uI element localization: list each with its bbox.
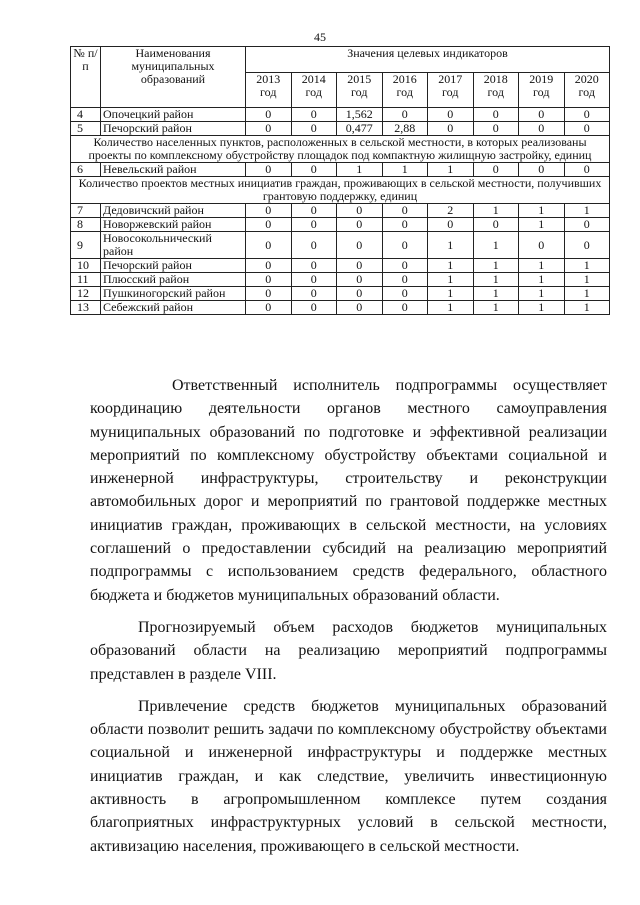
indicator-value: 0 [246,301,292,315]
page-number: 45 [314,30,326,44]
indicator-value: 1 [519,204,565,218]
row-number: 13 [71,301,101,315]
table-row [71,301,610,315]
indicator-value: 1 [519,273,565,287]
table-row [71,273,610,287]
table-row [71,204,610,218]
header-number: № п/п [71,47,101,108]
table-row [71,287,610,301]
municipality-name: Пушкиногорский район [101,287,246,301]
indicator-value: 0 [519,108,565,122]
indicator-value: 0 [291,218,337,232]
indicator-value: 1 [519,287,565,301]
indicator-value: 0 [291,163,337,177]
indicator-value: 0 [337,204,383,218]
indicator-value: 1 [428,232,474,259]
indicator-value: 0 [473,163,519,177]
indicator-value: 1 [473,259,519,273]
indicator-value: 1 [473,204,519,218]
municipality-name: Плюсский район [101,273,246,287]
header-year: 2015 год [337,72,383,107]
indicator-value: 0 [519,232,565,259]
indicator-value: 1 [473,287,519,301]
indicator-value: 0 [246,108,292,122]
table-row [71,232,610,259]
indicator-value: 1,562 [337,108,383,122]
municipality-name: Новоржевский район [101,218,246,232]
row-number: 5 [71,122,101,136]
indicator-value: 1 [428,259,474,273]
indicator-value: 0 [246,273,292,287]
header-year: 2013 год [246,72,292,107]
row-number: 12 [71,287,101,301]
indicator-value: 0 [564,218,610,232]
section-heading-grant-projects: Количество проектов местных инициатив граждан, проживающих в сельской местности, получивших грантовую поддержку, единиц [71,177,610,204]
indicator-value: 0 [428,108,474,122]
indicator-value: 0 [337,232,383,259]
indicator-value: 0 [473,218,519,232]
indicator-value: 0 [291,122,337,136]
indicator-value: 0 [291,287,337,301]
indicator-value: 0 [564,232,610,259]
indicator-value: 1 [519,259,565,273]
indicator-value: 0 [337,301,383,315]
indicator-value: 1 [382,163,428,177]
indicator-value: 0 [246,204,292,218]
row-number: 9 [71,232,101,259]
indicator-value: 0 [382,108,428,122]
indicator-value: 0 [382,204,428,218]
table-row [71,163,610,177]
municipality-name: Новосокольнический район [101,232,246,259]
indicator-value: 2 [428,204,474,218]
indicator-value: 0 [337,259,383,273]
header-year: 2019 год [519,72,565,107]
indicator-value: 0 [246,287,292,301]
indicator-value: 0 [291,108,337,122]
section-row [71,136,610,163]
header-indicator-values: Значения целевых индикаторов [246,47,610,73]
indicator-value: 0 [246,232,292,259]
row-number: 4 [71,108,101,122]
indicator-value: 2,88 [382,122,428,136]
indicator-value: 0 [382,218,428,232]
indicator-value: 0 [564,163,610,177]
indicator-value: 1 [428,287,474,301]
indicator-value: 0 [382,259,428,273]
indicator-value: 0 [473,122,519,136]
indicator-value: 0 [337,273,383,287]
paragraph-attraction: Привлечение средств бюджетов муниципальных образований области позволит решить задачи по комплексному обустройству объектами социальной и инженерной инфраструктуры и поддержке местных инициатив граждан, и как следствие, увеличить инвестиционную активность в агропромышленном комплексе путем создания благоприятных инфраструктурных условий в сельской местности, активизацию населения, проживающего в сельской местности. [90,697,607,855]
table-row [71,122,610,136]
row-number: 6 [71,163,101,177]
indicator-value: 0,477 [337,122,383,136]
paragraph-coordination: Ответственный исполнитель подпрограммы осуществляет координацию деятельности органов местного самоуправления муниципальных образований по подготовке и эффективной реализации мероприятий по комплексному обустройству объектами социальной и инженерной инфраструктуры, строительству и реконструкции автомобильных дорог и мероприятий по грантовой поддержке местных инициатив граждан, проживающих в сельской местности, на условиях соглашений о предоставлении субсидий на реализацию мероприятий подпрограммы с использованием средств федерального, областного бюджета и бюджетов муниципальных образований области. [90,377,607,604]
indicator-value: 1 [473,301,519,315]
indicator-value: 0 [246,259,292,273]
indicator-value: 0 [291,273,337,287]
body-text [90,374,607,858]
indicator-value: 0 [428,122,474,136]
target-indicators-table [70,46,610,315]
indicator-value: 0 [291,259,337,273]
indicator-value: 0 [428,218,474,232]
indicator-value: 0 [382,273,428,287]
indicator-value: 1 [564,287,610,301]
municipality-name: Опочецкий район [101,108,246,122]
row-number: 7 [71,204,101,218]
municipality-name: Себежский район [101,301,246,315]
indicator-value: 0 [473,108,519,122]
header-year: 2020 год [564,72,610,107]
section-heading-settlements: Количество населенных пунктов, расположенных в сельской местности, в которых реализованы проекты по комплексному обустройству площадок под компактную жилищную застройку, единиц [71,136,610,163]
indicator-value: 0 [564,108,610,122]
indicator-value: 1 [564,273,610,287]
indicator-value: 0 [382,232,428,259]
header-municipality: Наименования муниципальных образований [101,47,246,108]
indicator-value: 0 [564,122,610,136]
municipality-name: Печорский район [101,259,246,273]
indicator-value: 0 [519,163,565,177]
indicator-value: 0 [382,301,428,315]
indicator-value: 1 [428,273,474,287]
indicator-value: 1 [337,163,383,177]
indicator-value: 1 [473,273,519,287]
indicator-value: 1 [428,163,474,177]
table-row [71,218,610,232]
indicator-value: 1 [564,259,610,273]
indicator-value: 0 [337,218,383,232]
indicator-value: 0 [382,287,428,301]
indicator-value: 0 [519,122,565,136]
indicator-value: 1 [564,301,610,315]
header-year: 2016 год [382,72,428,107]
table-row [71,108,610,122]
paragraph-forecast: Прогнозируемый объем расходов бюджетов муниципальных образований области на реализацию мероприятий подпрограммы представлен в разделе VIII. [90,618,607,683]
section-row [71,177,610,204]
indicator-value: 0 [337,287,383,301]
table-header-row [71,47,610,73]
indicator-value: 1 [564,204,610,218]
indicator-value: 1 [519,218,565,232]
indicator-value: 1 [428,301,474,315]
indicator-value: 0 [291,301,337,315]
indicator-value: 0 [291,232,337,259]
indicator-value: 0 [246,163,292,177]
row-number: 11 [71,273,101,287]
municipality-name: Печорский район [101,122,246,136]
table-row [71,259,610,273]
header-year: 2017 год [428,72,474,107]
header-year: 2014 год [291,72,337,107]
indicator-value: 0 [246,122,292,136]
indicator-value: 0 [246,218,292,232]
indicator-value: 1 [519,301,565,315]
header-year: 2018 год [473,72,519,107]
municipality-name: Невельский район [101,163,246,177]
row-number: 8 [71,218,101,232]
municipality-name: Дедовичский район [101,204,246,218]
indicator-value: 0 [291,204,337,218]
indicator-value: 1 [473,232,519,259]
row-number: 10 [71,259,101,273]
